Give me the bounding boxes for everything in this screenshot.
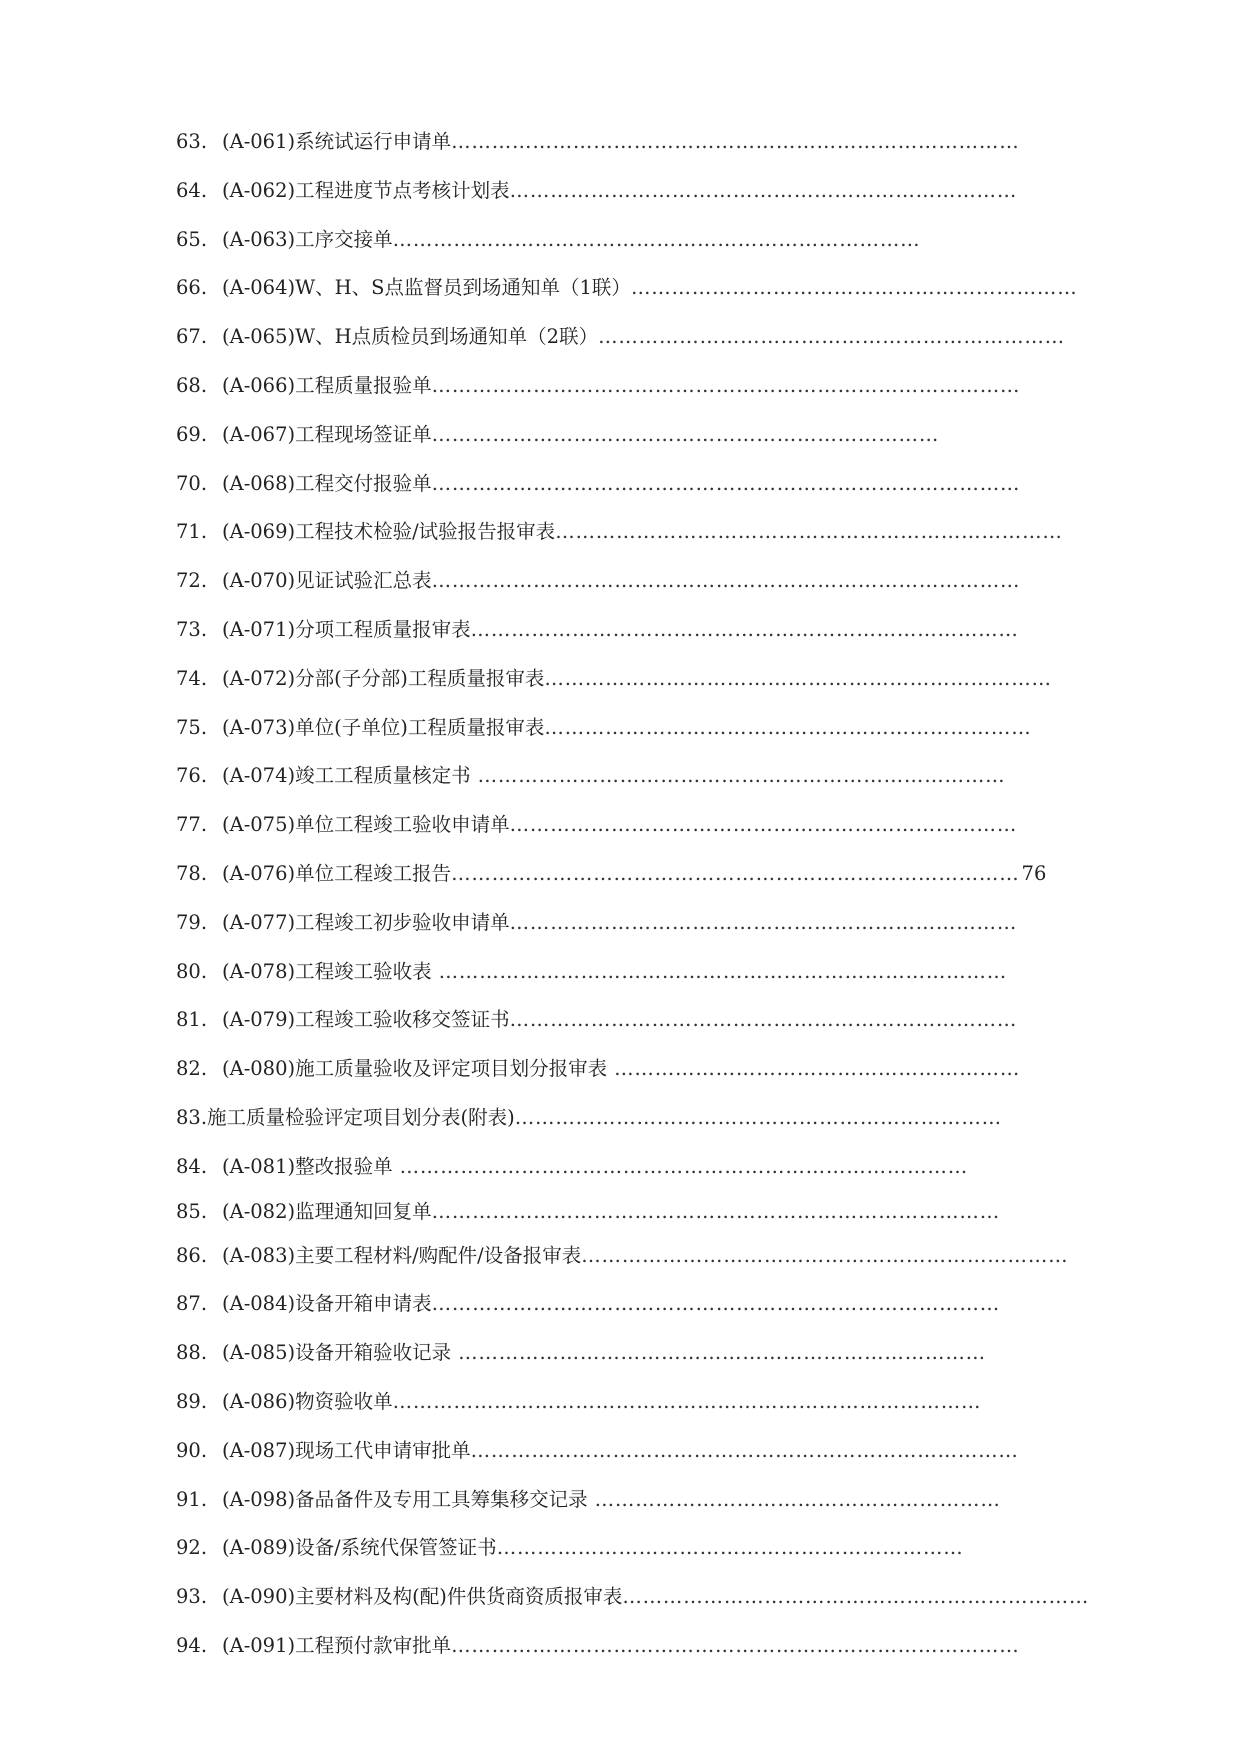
toc-entry[interactable]: [176, 313, 1136, 362]
toc-entry-number: 63.: [176, 130, 208, 153]
toc-entry-leader: ……………………………………………………………………………: [431, 373, 1021, 397]
toc-entry-title: 整改报验单: [295, 1154, 393, 1178]
toc-entry-code: (A-063): [222, 227, 296, 251]
toc-entry-leader: …………………………………………………………………………: [451, 1633, 1020, 1657]
toc-entry-number: 64.: [176, 178, 208, 202]
toc-entry-leader: …………………………………………………………………: [555, 520, 1063, 544]
toc-entry-code: (A-073): [222, 715, 296, 739]
toc-entry-leader: ……………………………………………………: [587, 1487, 1001, 1511]
toc-entry-leader: ………………………………………………………………………: [470, 1438, 1019, 1462]
toc-entry-title: 监理通知回复单: [295, 1199, 432, 1223]
toc-entry[interactable]: [176, 1378, 1136, 1427]
toc-entry-leader: ……………………………………………………………………: [470, 764, 1006, 788]
toc-entry-title: W、H、S点监督员到场通知单（1联）: [295, 276, 631, 300]
toc-entry[interactable]: [176, 1573, 1136, 1622]
toc-entry-title: 设备/系统代保管签证书: [295, 1536, 497, 1560]
toc-entry-number: 87.: [176, 1292, 208, 1316]
toc-entry-title: 单位(子单位)工程质量报审表: [295, 715, 545, 739]
toc-entry-code: (A-065): [222, 325, 296, 349]
toc-entry-title: 施工质量验收及评定项目划分报审表: [295, 1057, 608, 1081]
toc-entry-leader: …………………………………………………………………: [509, 910, 1018, 934]
toc-entry-leader: …………………………………………………………………………: [451, 861, 1020, 885]
toc-entry-number: 66.: [176, 276, 208, 300]
toc-entry[interactable]: [176, 801, 1136, 850]
toc-entry-title: 系统试运行申请单: [295, 130, 452, 153]
toc-entry-number: 92.: [176, 1536, 208, 1560]
toc-entry-leader: ……………………………………………………………: [598, 325, 1065, 349]
toc-entry-code: (A-067): [222, 422, 296, 446]
toc-entry-code: (A-074): [222, 764, 296, 788]
toc-entry-number: 85.: [176, 1199, 208, 1223]
toc-entry-code: (A-091): [222, 1633, 296, 1657]
toc-entry-leader: ……………………………………………………………: [496, 1536, 964, 1560]
toc-entry[interactable]: [176, 362, 1136, 411]
toc-entry-number: 65.: [176, 227, 208, 251]
toc-entry-leader: …………………………………………………………………: [509, 178, 1018, 202]
toc-entry-number: 82.: [176, 1057, 208, 1081]
toc-entry-title: 见证试验汇总表: [295, 569, 432, 593]
toc-entry[interactable]: [176, 216, 1136, 265]
toc-entry-number: 75.: [176, 715, 208, 739]
toc-entry-title: 主要工程材料/购配件/设备报审表: [295, 1243, 582, 1267]
toc-entry-code: (A-084): [222, 1292, 296, 1316]
toc-entry[interactable]: [176, 508, 1136, 557]
toc-entry-title: 工序交接单: [295, 227, 393, 251]
toc-entry-title: 施工质量检验评定项目划分表(附表): [207, 1105, 515, 1129]
toc-entry[interactable]: [176, 1143, 1136, 1192]
toc-entry-number: 84.: [176, 1154, 208, 1178]
toc-entry-leader: ………………………………………………………………: [544, 715, 1032, 739]
toc-entry[interactable]: [176, 1045, 1136, 1094]
toc-entry-title: 工程进度节点考核计划表: [295, 178, 510, 202]
toc-entry[interactable]: [176, 1427, 1136, 1476]
toc-entry-number: 79.: [176, 910, 208, 934]
toc-entry[interactable]: [176, 1094, 1136, 1143]
toc-entry-number: 81.: [176, 1008, 208, 1032]
toc-entry-number: 88.: [176, 1341, 208, 1365]
toc-entry-code: (A-064): [222, 276, 296, 300]
toc-entry-number: 91.: [176, 1487, 208, 1511]
toc-entry-code: (A-068): [222, 471, 296, 495]
toc-entry-page-number: 76: [1021, 861, 1047, 885]
toc-entry-code: (A-090): [222, 1585, 296, 1609]
toc-entry-code: (A-089): [222, 1536, 296, 1560]
toc-entry-code: (A-078): [222, 959, 296, 983]
toc-entry[interactable]: [176, 1622, 1136, 1671]
toc-entry[interactable]: [176, 752, 1136, 801]
toc-entry-title: 工程交付报验单: [295, 471, 432, 495]
toc-entry-title: 工程质量报验单: [295, 373, 432, 397]
toc-entry[interactable]: [176, 118, 1136, 167]
toc-entry[interactable]: [176, 704, 1136, 753]
toc-entry-leader: ………………………………………………………………: [581, 1243, 1069, 1267]
toc-entry-leader: ……………………………………………………………: [622, 1585, 1090, 1609]
toc-entry-number: 86.: [176, 1243, 208, 1267]
toc-entry-number: 80.: [176, 959, 208, 983]
toc-entry[interactable]: [176, 557, 1136, 606]
toc-entry-code: (A-062): [222, 178, 296, 202]
toc-entry-number: 70.: [176, 471, 208, 495]
toc-entry-leader: …………………………………………………………………………: [431, 1292, 1001, 1316]
toc-entry-number: 67.: [176, 325, 208, 349]
toc-entry-leader: …………………………………………………………………: [509, 813, 1018, 837]
toc-entry-code: (A-076): [222, 861, 296, 885]
toc-entry[interactable]: [176, 606, 1136, 655]
toc-entry-title: 工程预付款审批单: [295, 1633, 452, 1657]
toc-entry-leader: ……………………………………………………………………………: [392, 1389, 982, 1413]
toc-entry[interactable]: [176, 264, 1136, 313]
toc-entry[interactable]: [176, 167, 1136, 216]
toc-entry-code: (A-085): [222, 1341, 296, 1365]
toc-entry-number: 78.: [176, 861, 208, 885]
toc-entry[interactable]: [176, 1524, 1136, 1573]
toc-entry-title: 工程竣工初步验收申请单: [295, 910, 510, 934]
toc-entry[interactable]: [176, 996, 1136, 1045]
toc-entry[interactable]: [176, 1280, 1136, 1329]
toc-entry-leader: …………………………………………………………………………: [392, 1154, 969, 1178]
toc-entry-number: 68.: [176, 373, 208, 397]
toc-entry-code: (A-083): [222, 1243, 296, 1267]
toc-entry-code: (A-077): [222, 910, 296, 934]
toc-entry-code: (A-069): [222, 520, 296, 544]
toc-entry-code: (A-072): [222, 666, 296, 690]
toc-entry-number: 90.: [176, 1438, 208, 1462]
toc-entry-number: 71.: [176, 520, 208, 544]
toc-entry-title: 主要材料及构(配)件供货商资质报审表: [295, 1585, 623, 1609]
table-of-contents: [176, 118, 1136, 1671]
toc-entry[interactable]: [176, 655, 1136, 704]
toc-entry-title: 物资验收单: [295, 1389, 393, 1413]
toc-entry[interactable]: [176, 948, 1136, 997]
toc-entry[interactable]: [176, 850, 1136, 899]
toc-entry-number: 83.: [176, 1105, 208, 1129]
toc-entry-leader: ……………………………………………………………………………: [431, 569, 1021, 593]
toc-entry-code: (A-098): [222, 1487, 296, 1511]
toc-entry-title: 设备开箱验收记录: [295, 1341, 452, 1365]
toc-entry-title: 工程现场签证单: [295, 422, 432, 446]
toc-entry-title: 工程竣工验收表: [295, 959, 432, 983]
toc-entry-code: (A-079): [222, 1008, 296, 1032]
toc-entry-number: 69.: [176, 422, 208, 446]
toc-entry[interactable]: [176, 411, 1136, 460]
toc-entry[interactable]: [176, 899, 1136, 948]
toc-entry-code: (A-071): [222, 617, 296, 641]
toc-entry-title: 工程竣工验收移交签证书: [295, 1008, 510, 1032]
toc-entry-title: 竣工工程质量核定书: [295, 764, 471, 788]
toc-entry-leader: …………………………………………………………………: [431, 422, 940, 446]
toc-entry-code: (A-086): [222, 1389, 296, 1413]
toc-entry-code: (A-070): [222, 569, 296, 593]
toc-entry-title: 设备开箱申请表: [295, 1292, 432, 1316]
toc-entry-title: 分项工程质量报审表: [295, 617, 471, 641]
toc-entry-leader: …………………………………………………………………………: [431, 1199, 1001, 1223]
toc-entry-leader: …………………………………………………………………: [544, 666, 1052, 690]
toc-entry-leader: ……………………………………………………: [607, 1057, 1021, 1081]
toc-entry-code: (A-075): [222, 813, 296, 837]
toc-entry-leader: ………………………………………………………………: [514, 1105, 1002, 1129]
toc-entry-leader: ……………………………………………………………………: [392, 227, 921, 251]
toc-entry-leader: …………………………………………………………: [630, 276, 1078, 300]
toc-entry-code: (A-061): [222, 130, 296, 153]
toc-entry-title: 单位工程竣工报告: [295, 861, 452, 885]
toc-entry-code: (A-087): [222, 1438, 296, 1462]
toc-entry-number: 73.: [176, 617, 208, 641]
toc-entry-leader: …………………………………………………………………………: [451, 130, 1020, 153]
toc-entry-leader: ……………………………………………………………………………: [431, 471, 1021, 495]
toc-entry-code: (A-082): [222, 1199, 296, 1223]
toc-entry-title: 单位工程竣工验收申请单: [295, 813, 510, 837]
toc-entry-title: 分部(子分部)工程质量报审表: [295, 666, 545, 690]
toc-entry[interactable]: [176, 1329, 1136, 1378]
toc-entry-leader: …………………………………………………………………: [509, 1008, 1018, 1032]
toc-entry-number: 74.: [176, 666, 208, 690]
toc-entry-number: 72.: [176, 569, 208, 593]
toc-entry[interactable]: [176, 460, 1136, 509]
toc-entry-leader: …………………………………………………………………………: [431, 959, 1008, 983]
toc-entry-code: (A-080): [222, 1057, 296, 1081]
toc-entry-number: 93.: [176, 1585, 208, 1609]
toc-entry-number: 76.: [176, 764, 208, 788]
toc-entry-leader: ……………………………………………………………………: [451, 1341, 986, 1365]
toc-entry-leader: ………………………………………………………………………: [470, 617, 1019, 641]
toc-entry-number: 94.: [176, 1633, 208, 1657]
toc-entry-number: 89.: [176, 1389, 208, 1413]
toc-entry[interactable]: [176, 1476, 1136, 1525]
toc-entry-code: (A-081): [222, 1154, 296, 1178]
toc-entry-number: 77.: [176, 813, 208, 837]
toc-entry-title: W、H点质检员到场通知单（2联）: [295, 325, 599, 349]
toc-entry-title: 工程技术检验/试验报告报审表: [295, 520, 556, 544]
toc-entry-code: (A-066): [222, 373, 296, 397]
toc-entry-title: 现场工代申请审批单: [295, 1438, 471, 1462]
toc-entry[interactable]: [176, 1192, 1136, 1232]
toc-entry-title: 备品备件及专用工具筹集移交记录: [295, 1487, 588, 1511]
toc-entry[interactable]: [176, 1232, 1136, 1281]
